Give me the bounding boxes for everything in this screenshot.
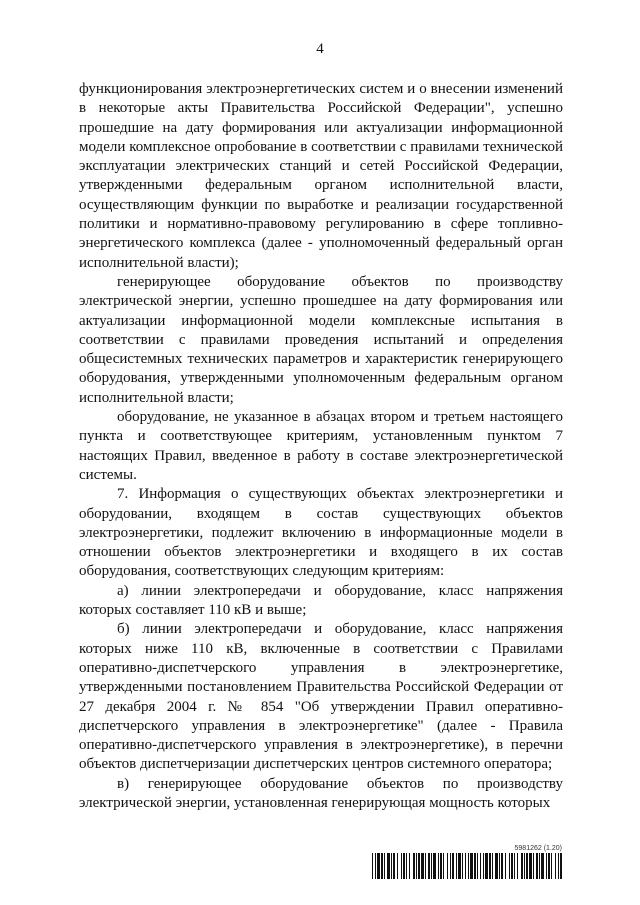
barcode-bar xyxy=(546,853,547,879)
barcode-bar xyxy=(462,853,463,879)
barcode-bar xyxy=(485,853,488,879)
barcode-bar xyxy=(458,853,461,879)
barcode-bar xyxy=(551,853,552,879)
barcode xyxy=(372,853,564,879)
barcode-bar xyxy=(555,853,556,879)
barcode-bar xyxy=(397,853,398,879)
barcode-bar xyxy=(483,853,484,879)
barcode-bar xyxy=(517,853,518,879)
barcode-bar xyxy=(438,853,439,879)
barcode-bar xyxy=(560,853,562,879)
barcode-bar xyxy=(433,853,436,879)
barcode-bar xyxy=(526,853,528,879)
paragraph-7: в) генерирующее оборудование объектов по производству электрической энергии, установленная генерирующая мощность которых xyxy=(79,775,563,811)
barcode-bar xyxy=(521,853,523,879)
barcode-bar xyxy=(452,853,454,879)
page-number: 4 xyxy=(316,41,324,57)
barcode-bar xyxy=(511,853,513,879)
barcode-bar xyxy=(431,853,432,879)
barcode-bar xyxy=(533,853,534,879)
barcode-bar xyxy=(480,853,481,879)
barcode-bar xyxy=(539,853,540,879)
barcode-bar xyxy=(425,853,426,879)
barcode-bar xyxy=(541,853,544,879)
paragraph-5: а) линии электропередачи и оборудование, класс напряжения которых составляет 110 кВ и выше; xyxy=(79,582,563,619)
barcode-bar xyxy=(393,853,395,879)
barcode-bar xyxy=(470,853,473,879)
barcode-bar xyxy=(536,853,538,879)
barcode-bar xyxy=(524,853,525,879)
paragraph-1: функционирования электроэнергетических систем и о внесении изменений в некоторые акты Правительства Российской Федерации", успешно прошедшие на дату формирования или актуализации информационной модели комплексное опробование в соответствии с правилами технической эксплуатации электрических станций и сетей Российской Федерации, утвержденными федеральным органом исполнительной власти, осуществляющим функции по выработке и реализации государственной политики и нормативно-правовому регулированию в сфере топливно-энергетического комплекса (далее - уполномоченный федеральный орган исполнительной власти); xyxy=(79,81,563,271)
barcode-bar xyxy=(401,853,402,879)
document-code: 5981262 (1.20) xyxy=(514,845,562,852)
barcode-bar xyxy=(514,853,515,879)
barcode-bar xyxy=(468,853,469,879)
barcode-bar xyxy=(499,853,500,879)
barcode-bar xyxy=(413,853,415,879)
barcode-bar xyxy=(372,853,373,879)
barcode-bar xyxy=(406,853,407,879)
barcode-bar xyxy=(450,853,451,879)
document-body xyxy=(79,80,563,813)
barcode-bar xyxy=(387,853,390,879)
barcode-bar xyxy=(495,853,498,879)
paragraph-2: генерирующее оборудование объектов по производству электрической энергии, успешно прошедшее на дату формирования или актуализации информационной модели комплексные испытания в соответствии с правилами проведения испытаний и определения общесистемных технических параметров и характеристик генерирующего оборудования, утвержденными уполномоченным федеральным органом исполнительной власти; xyxy=(79,273,563,406)
barcode-bar xyxy=(375,853,376,879)
barcode-bar xyxy=(403,853,405,879)
barcode-bar xyxy=(548,853,550,879)
barcode-bar xyxy=(474,853,476,879)
paragraph-3: оборудование, не указанное в абзацах втором и третьем настоящего пункта и соответствующее критериям, установленным пунктом 7 настоящих Правил, введенное в работу в составе электроэнергетической системы. xyxy=(79,409,563,483)
barcode-bar xyxy=(529,853,532,879)
barcode-bar xyxy=(558,853,559,879)
barcode-bar xyxy=(409,853,410,879)
barcode-bar xyxy=(509,853,510,879)
barcode-bar xyxy=(456,853,457,879)
barcode-bar xyxy=(428,853,430,879)
barcode-bar xyxy=(477,853,478,879)
barcode-bar xyxy=(443,853,444,879)
barcode-bar xyxy=(440,853,442,879)
barcode-bar xyxy=(492,853,493,879)
barcode-bar xyxy=(421,853,424,879)
barcode-bar xyxy=(381,853,383,879)
barcode-bar xyxy=(418,853,420,879)
barcode-bar xyxy=(501,853,503,879)
barcode-bar xyxy=(447,853,448,879)
barcode-bar xyxy=(377,853,380,879)
barcode-bar xyxy=(391,853,392,879)
barcode-bar xyxy=(465,853,466,879)
paragraph-6: б) линии электропередачи и оборудование, класс напряжения которых ниже 110 кВ, включенные в соответствии с Правилами оперативно-диспетчерского управления в электроэнергетике, утвержденными постановлением Правительства Российской Федерации от 27 декабря 2004 г. № 854 "Об утверждении Правил оперативно-диспетчерского управления в электроэнергетике" (далее - Правила оперативно-диспетчерского управления в электроэнергетике), в перечни объектов диспетчеризации диспетчерских центров системного оператора; xyxy=(79,621,563,773)
barcode-bar xyxy=(384,853,385,879)
barcode-bar xyxy=(505,853,506,879)
barcode-bar xyxy=(489,853,491,879)
barcode-bar xyxy=(416,853,417,879)
paragraph-4: 7. Информация о существующих объектах электроэнергетики и оборудовании, входящем в состав существующих объектов электроэнергетики, подлежит включению в информационные модели в отношении объектов электроэнергетики и входящего в их состав оборудования, соответствующих следующим критериям: xyxy=(79,486,563,580)
